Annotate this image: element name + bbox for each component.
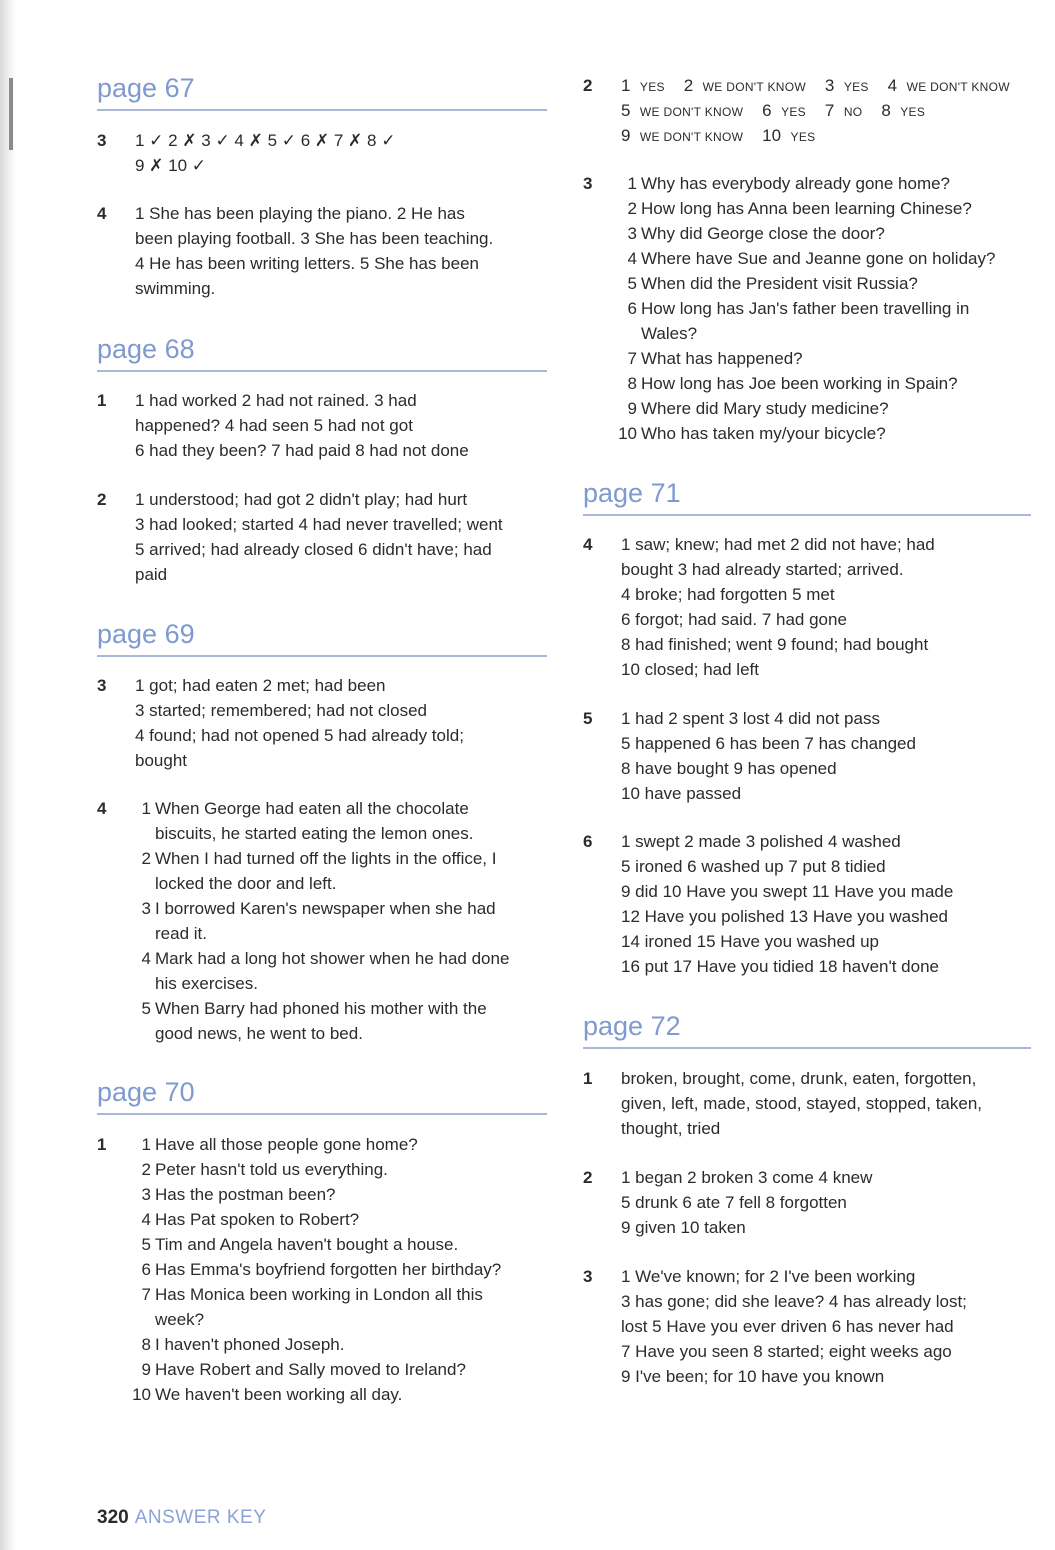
answer-line: 1 ✓ 2 ✗ 3 ✓ 4 ✗ 5 ✓ 6 ✗ 7 ✗ 8 ✓ (135, 131, 396, 150)
answer-line: swimming. (135, 279, 216, 298)
answer-continuation: his exercises. (155, 974, 258, 993)
answer-item: 6 How long has Jan's father been travelling in (627, 299, 970, 318)
answer-line: 3 had looked; started 4 had never travelled; went (135, 515, 503, 534)
answer-line: 1 had 2 spent 3 lost 4 did not pass (621, 709, 880, 728)
answer-line: bought (135, 751, 187, 770)
answer-line: 3 has gone; did she leave? 4 has already lost; (621, 1292, 967, 1311)
answer-line: happened? 4 had seen 5 had not got (135, 416, 413, 435)
answer-line: lost 5 Have you ever driven 6 has never had (621, 1317, 954, 1336)
answer-item: 10 Who has taken my/your bicycle? (618, 424, 886, 443)
answer-item: 1 Why has everybody already gone home? (627, 174, 951, 193)
answer-line: 5 drunk 6 ate 7 fell 8 forgotten (621, 1193, 847, 1212)
answer-line: 8 had finished; went 9 found; had bought (621, 635, 929, 654)
page-binding-shadow (0, 0, 16, 1550)
answer-item: 1 Have all those people gone home? (141, 1135, 418, 1154)
answer-continuation: Wales? (641, 324, 698, 343)
answer-line: 6 forgot; had said. 7 had gone (621, 610, 847, 629)
answer-line: 5 WE DON'T KNOW 6 YES 7 NO 8 YES (621, 101, 926, 120)
footer-label: ANSWER KEY (134, 1507, 267, 1528)
answer-line: 1 saw; knew; had met 2 did not have; had (621, 535, 935, 554)
answer-item: 5 Tim and Angela haven't bought a house. (141, 1235, 459, 1254)
page-footer (97, 1506, 266, 1530)
answer-item: 7 What has happened? (627, 349, 803, 368)
answer-item: 4 Where have Sue and Jeanne gone on holiday? (627, 249, 996, 268)
heading-page-68: page 68 (97, 333, 547, 365)
answer-item: 9 Have Robert and Sally moved to Ireland? (141, 1360, 466, 1379)
answer-line: 3 started; remembered; had not closed (135, 701, 427, 720)
answer-item: 2 How long has Anna been learning Chinese? (627, 199, 972, 218)
heading-page-70: page 70 (97, 1076, 547, 1108)
answer-line: 1 swept 2 made 3 polished 4 washed (621, 832, 901, 851)
answer-item: 7 Has Monica been working in London all this (141, 1285, 483, 1304)
answer-continuation: good news, he went to bed. (155, 1024, 363, 1043)
answer-item: 5 When did the President visit Russia? (627, 274, 918, 293)
answer-line: 1 YES 2 WE DON'T KNOW 3 YES 4 WE DON'T KNOW (621, 76, 1010, 95)
heading-rule (97, 370, 547, 372)
answer-line: 12 Have you polished 13 Have you washed (621, 907, 948, 926)
answer-item: 2 When I had turned off the lights in the office, I (141, 849, 497, 868)
answer-item: 2 Peter hasn't told us everything. (141, 1160, 388, 1179)
answer-item: 3 Has the postman been? (141, 1185, 336, 1204)
answer-line: 16 put 17 Have you tidied 18 haven't done (621, 957, 939, 976)
answer-line: 1 We've known; for 2 I've been working (621, 1267, 916, 1286)
answer-line: 4 broke; had forgotten 5 met (621, 585, 835, 604)
heading-rule (583, 514, 1031, 516)
answer-line: 14 ironed 15 Have you washed up (621, 932, 880, 951)
answer-continuation: week? (155, 1310, 205, 1329)
answer-line: 1 had worked 2 had not rained. 3 had (135, 391, 417, 410)
answer-line: 10 have passed (621, 784, 742, 803)
heading-rule (97, 655, 547, 657)
answer-item: 6 Has Emma's boyfriend forgotten her birthday? (141, 1260, 502, 1279)
answer-line: 8 have bought 9 has opened (621, 759, 837, 778)
answer-line: 9 did 10 Have you swept 11 Have you made (621, 882, 954, 901)
answer-item: 9 Where did Mary study medicine? (627, 399, 889, 418)
answer-line: 5 arrived; had already closed 6 didn't have; had (135, 540, 492, 559)
answer-line: paid (135, 565, 168, 584)
answer-line: 7 Have you seen 8 started; eight weeks ago (621, 1342, 952, 1361)
answer-continuation: locked the door and left. (155, 874, 337, 893)
heading-rule (97, 109, 547, 111)
answer-item: 4 Has Pat spoken to Robert? (141, 1210, 360, 1229)
heading-page-69: page 69 (97, 618, 547, 650)
answer-line: 9 WE DON'T KNOW 10 YES (621, 126, 816, 145)
answer-line: broken, brought, come, drunk, eaten, forgotten, (621, 1069, 977, 1088)
answer-item: 10 We haven't been working all day. (132, 1385, 403, 1404)
answer-line: 6 had they been? 7 had paid 8 had not done (135, 441, 469, 460)
answer-line: 9 ✗ 10 ✓ (135, 156, 207, 175)
answer-line: given, left, made, stood, stayed, stopped, taken, (621, 1094, 983, 1113)
answer-item: 3 I borrowed Karen's newspaper when she had (141, 899, 496, 918)
answer-line: thought, tried (621, 1119, 721, 1138)
page-number: 320 (97, 1507, 129, 1528)
answer-continuation: biscuits, he started eating the lemon ones. (155, 824, 474, 843)
answer-item: 8 How long has Joe been working in Spain? (627, 374, 958, 393)
heading-page-72: page 72 (583, 1010, 1031, 1042)
heading-rule (97, 1113, 547, 1115)
answer-item: 5 When Barry had phoned his mother with the (141, 999, 487, 1018)
heading-rule (583, 1047, 1031, 1049)
answer-item: 1 When George had eaten all the chocolate (141, 799, 469, 818)
answer-item: 3 Why did George close the door? (627, 224, 885, 243)
heading-page-67: page 67 (97, 72, 547, 104)
answer-item: 8 I haven't phoned Joseph. (141, 1335, 345, 1354)
answer-line: 1 began 2 broken 3 come 4 knew (621, 1168, 873, 1187)
binding-mark (9, 78, 13, 150)
answer-line: 4 He has been writing letters. 5 She has been (135, 254, 479, 273)
answer-line: 1 She has been playing the piano. 2 He has (135, 204, 465, 223)
answer-line: 1 got; had eaten 2 met; had been (135, 676, 386, 695)
answer-continuation: read it. (155, 924, 207, 943)
answer-item: 4 Mark had a long hot shower when he had done (141, 949, 510, 968)
answer-line: 1 understood; had got 2 didn't play; had hurt (135, 490, 468, 509)
answer-line: 9 given 10 taken (621, 1218, 746, 1237)
heading-page-71: page 71 (583, 477, 1031, 509)
answer-line: 4 found; had not opened 5 had already told; (135, 726, 464, 745)
answer-line: 9 I've been; for 10 have you known (621, 1367, 885, 1386)
answer-line: bought 3 had already started; arrived. (621, 560, 904, 579)
answer-line: 10 closed; had left (621, 660, 759, 679)
answer-line: been playing football. 3 She has been teaching. (135, 229, 494, 248)
answer-line: 5 happened 6 has been 7 has changed (621, 734, 916, 753)
answer-line: 5 ironed 6 washed up 7 put 8 tidied (621, 857, 886, 876)
